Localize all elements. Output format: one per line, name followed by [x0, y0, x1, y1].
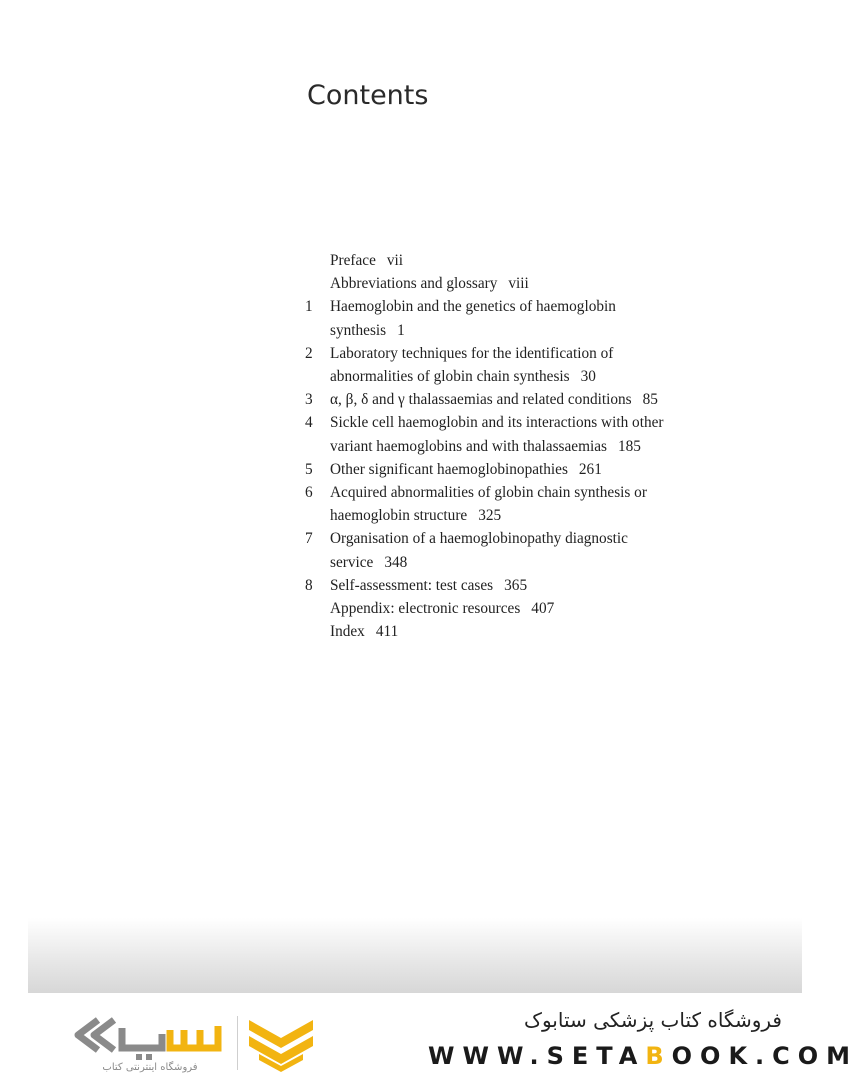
page-number: 1: [397, 321, 405, 339]
chapter-number: 6: [305, 484, 313, 502]
toc-entry-line: [305, 319, 765, 342]
toc-entry-line: [305, 597, 765, 620]
page-number: 348: [384, 553, 408, 571]
toc-entry-line: [305, 458, 765, 481]
entry-title: haemoglobin structure: [330, 507, 468, 525]
toc-entry-line: [305, 388, 765, 411]
store-url[interactable]: WWW.SETABOOK.COM: [428, 1042, 858, 1070]
chapter-number: 7: [305, 530, 313, 548]
chapter-number: 4: [305, 414, 313, 432]
page-number: 407: [531, 600, 555, 618]
toc-entry-line: [305, 551, 765, 574]
page-number: 185: [617, 437, 641, 455]
chapter-number: 2: [305, 344, 313, 362]
toc-entry-line: [305, 249, 765, 272]
toc-entry-line: [305, 272, 765, 295]
toc-entry-line: [305, 295, 765, 318]
toc-entry-line: [305, 411, 765, 434]
entry-title: abnormalities of globin chain synthesis: [330, 368, 570, 386]
entry-title: service: [330, 553, 374, 571]
toc-entry-line: [305, 527, 765, 550]
entry-title: variant haemoglobins and with thalassaemias: [330, 437, 607, 455]
page-number: 30: [580, 368, 596, 386]
chapter-number: 3: [305, 391, 313, 409]
entry-title: Acquired abnormalities of globin chain synthesis or: [330, 484, 647, 502]
page-number: 261: [578, 460, 602, 478]
entry-title: Organisation of a haemoglobinopathy diagnostic: [330, 530, 628, 548]
page-shadow: [28, 918, 802, 993]
entry-title: Appendix: electronic resources: [330, 600, 521, 618]
setabook-wordmark-logo: [70, 1008, 230, 1072]
toc-entry-line: [305, 504, 765, 527]
toc-entry-line: [305, 574, 765, 597]
toc-entry-line: [305, 620, 765, 643]
entry-title: synthesis: [330, 321, 387, 339]
entry-title: Abbreviations and glossary: [330, 275, 498, 293]
entry-title: Laboratory techniques for the identification of: [330, 344, 614, 362]
logo-divider: [237, 1016, 238, 1070]
toc-entry-line: [305, 435, 765, 458]
page-title: Contents: [307, 80, 429, 111]
table-of-contents: [305, 249, 765, 643]
page-number: viii: [508, 275, 529, 293]
toc-entry-line: [305, 365, 765, 388]
entry-title: Index: [330, 623, 365, 641]
setabook-emblem-icon: [245, 1014, 317, 1072]
page-number: 365: [504, 576, 528, 594]
toc-entry-line: [305, 481, 765, 504]
entry-title: Sickle cell haemoglobin and its interactions with other: [330, 414, 664, 432]
chapter-number: 5: [305, 460, 313, 478]
store-name: فروشگاه کتاب پزشکی ستابوک: [524, 1008, 782, 1032]
page-number: 325: [478, 507, 502, 525]
page-number: vii: [386, 252, 404, 269]
entry-title: Other significant haemoglobinopathies: [330, 460, 568, 478]
page-number: 85: [642, 391, 658, 409]
chapter-number: 1: [305, 298, 313, 316]
toc-entry-line: [305, 342, 765, 365]
logo-subtext: فروشگاه اینترنتی کتاب: [102, 1062, 198, 1073]
entry-title: Preface: [330, 252, 376, 269]
entry-title: α, β, δ and γ thalassaemias and related conditions: [330, 391, 632, 409]
page-number: 411: [375, 623, 399, 641]
chapter-number: 8: [305, 576, 313, 594]
entry-title: Self-assessment: test cases: [330, 576, 494, 594]
entry-title: Haemoglobin and the genetics of haemoglobin: [330, 298, 616, 316]
